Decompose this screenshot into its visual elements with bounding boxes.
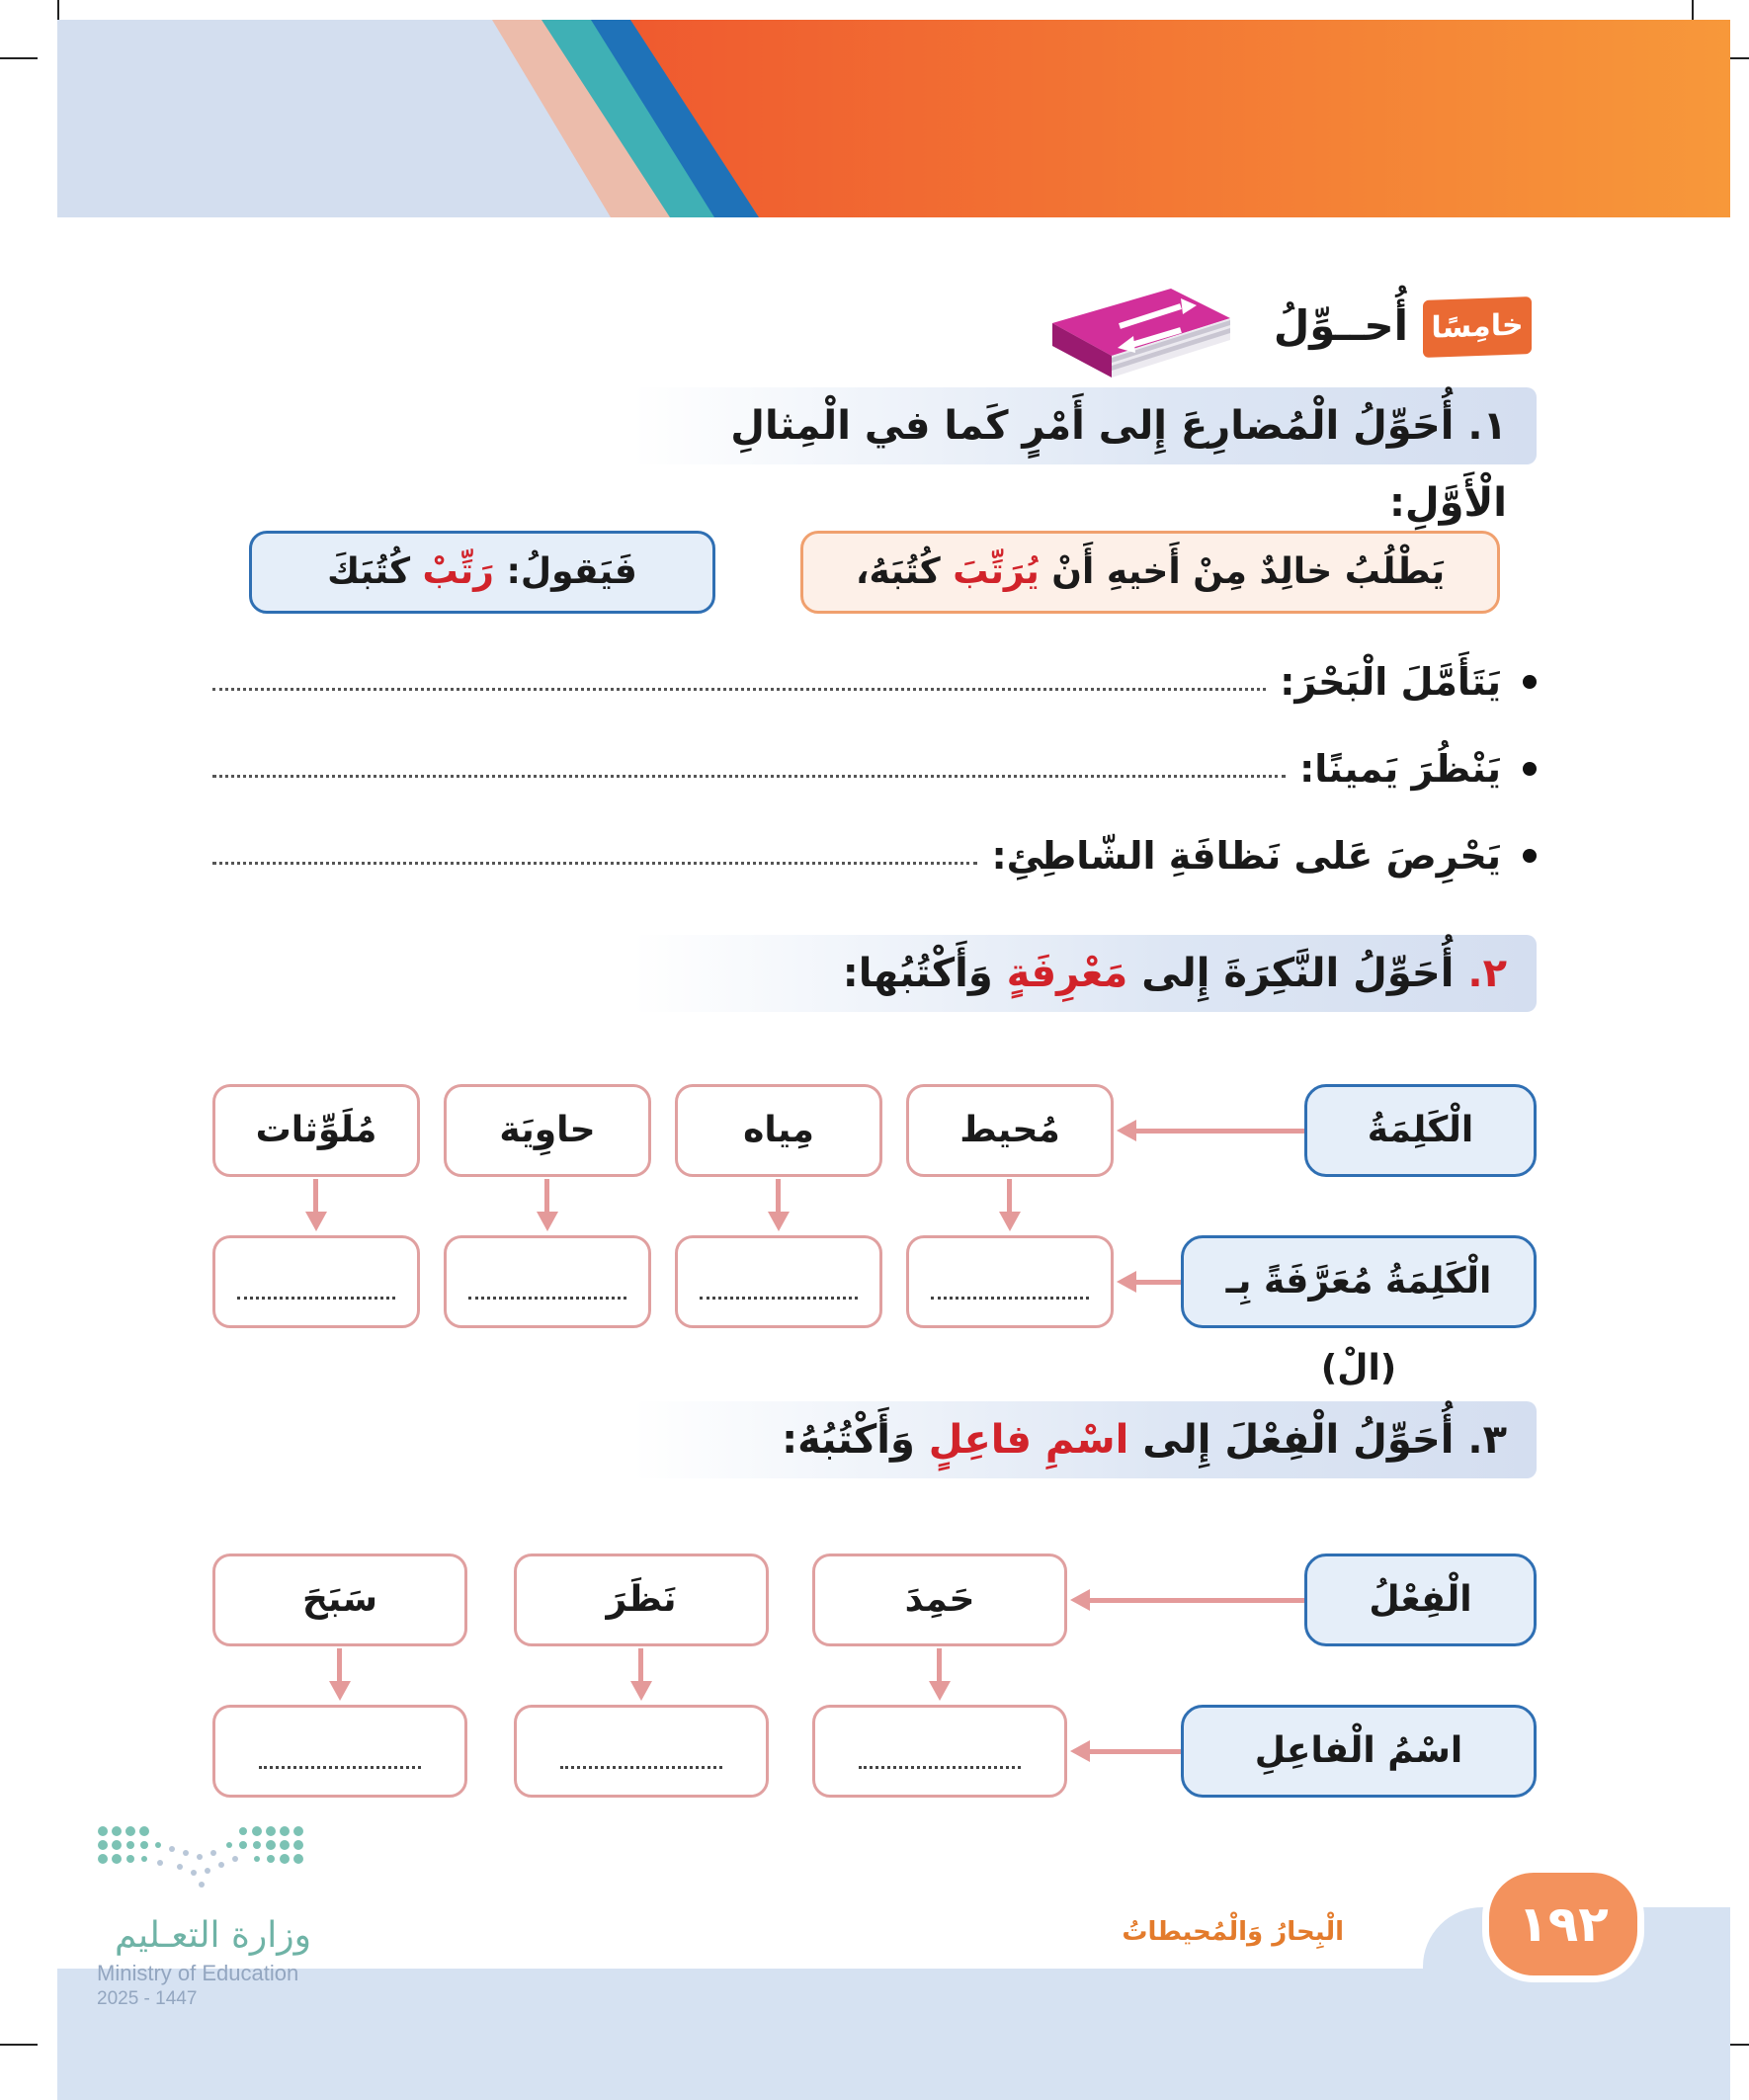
arrow-down-icon <box>929 1681 951 1701</box>
exercise2-answer-box[interactable] <box>906 1235 1114 1328</box>
answer-line[interactable] <box>237 1297 395 1300</box>
page-number: ١٩٢ <box>1482 1866 1644 1982</box>
answer-line[interactable] <box>212 862 977 865</box>
arrow-line <box>1088 1749 1181 1754</box>
answer-line[interactable] <box>259 1766 421 1769</box>
footer-band <box>57 1969 1730 2100</box>
arrow-line <box>1088 1598 1304 1603</box>
example-answer-tail: كُتُبَكَ <box>327 551 423 592</box>
exercise2-highlight: مَعْرِفَةٍ <box>1006 951 1128 996</box>
arrow-down-icon <box>999 1212 1021 1231</box>
arrow-left-icon <box>1117 1120 1136 1141</box>
arrow-line <box>638 1648 643 1682</box>
arrow-line <box>337 1648 342 1682</box>
exercise2-text-tail: وَأَكْتُبُها: <box>842 951 1007 996</box>
exercise3-number: ٣. <box>1467 1417 1507 1463</box>
example-sentence-verb: يُرَتِّبَ <box>953 551 1040 592</box>
arrow-left-icon <box>1070 1589 1090 1611</box>
exercise2-word-label: الْكَلِمَةُ <box>1304 1084 1537 1177</box>
arrow-line <box>313 1179 318 1213</box>
exercise2-answer-box[interactable] <box>444 1235 651 1328</box>
exercise2-answer-box[interactable] <box>675 1235 882 1328</box>
answer-line[interactable] <box>859 1766 1021 1769</box>
arrow-line <box>1134 1129 1304 1134</box>
arrow-down-icon <box>630 1681 652 1701</box>
exercise1-item-text: يَتَأَمَّلَ الْبَحْرَ: <box>1280 660 1501 704</box>
answer-line[interactable] <box>212 775 1286 778</box>
answer-line[interactable] <box>468 1297 626 1300</box>
exercise1-item-text: يَنْظُرَ يَمينًا: <box>1299 747 1501 791</box>
exercise3-instruction <box>632 1401 1537 1478</box>
section-badge: خامِسًا <box>1423 296 1532 358</box>
answer-line[interactable] <box>931 1297 1089 1300</box>
bullet-icon <box>1523 675 1537 689</box>
exercise3-highlight: اسْمِ فاعِلٍ <box>928 1417 1129 1463</box>
exercise3-word: حَمِدَ <box>812 1554 1067 1646</box>
running-title: الْبِحارُ وَالْمُحيطاتُ <box>1122 1917 1344 1947</box>
exercise1-instruction <box>632 387 1537 526</box>
exercise2-definite-label: الْكَلِمَةُ مُعَرَّفَةً بِـ (الْ) <box>1181 1235 1537 1328</box>
exercise3-word: نَظَرَ <box>514 1554 769 1646</box>
exercise2-word: حاوِيَة <box>444 1084 651 1177</box>
crop-mark <box>0 2044 38 2046</box>
arrow-line <box>544 1179 549 1213</box>
arrow-down-icon <box>768 1212 790 1231</box>
section-title: أُحــوِّلُ <box>1273 301 1408 350</box>
answer-line[interactable] <box>560 1766 722 1769</box>
answer-line[interactable] <box>700 1297 858 1300</box>
exercise2-word: مُحيط <box>906 1084 1114 1177</box>
arrow-left-icon <box>1117 1271 1136 1293</box>
exercise1-item-text: يَحْرِصَ عَلى نَظافَةِ الشّاطِئِ: <box>991 834 1501 878</box>
example-answer-verb: رَتِّبْ <box>422 551 494 592</box>
arrow-line <box>1134 1280 1181 1285</box>
arrow-line <box>1007 1179 1012 1213</box>
exercise2-word: مِياه <box>675 1084 882 1177</box>
answer-line[interactable] <box>212 688 1266 691</box>
exercise2-word: مُلَوِّثات <box>212 1084 420 1177</box>
exercise3-text-tail: وَأَكْتُبُهُ: <box>782 1417 929 1463</box>
arrow-line <box>776 1179 781 1213</box>
exercise3-verb-label: الْفِعْلُ <box>1304 1554 1537 1646</box>
exercise3-answer-box[interactable] <box>812 1705 1067 1798</box>
example-answer-box <box>249 531 715 614</box>
book-arrows-icon <box>1042 279 1235 382</box>
exercise3-answer-box[interactable] <box>514 1705 769 1798</box>
exercise3-word: سَبَحَ <box>212 1554 467 1646</box>
ministry-year: 2025 - 1447 <box>97 1988 198 2009</box>
exercise1-text: أُحَوِّلُ الْمُضارِعَ إِلى أَمْرٍ كَما في الْمِثالِ الْأَوَّلِ: <box>730 403 1507 526</box>
example-sentence-box <box>800 531 1500 614</box>
exercise2-text: أُحَوِّلُ النَّكِرَةَ إِلى <box>1127 951 1455 996</box>
arrow-down-icon <box>537 1212 558 1231</box>
example-sentence-tail: كُتُبَهُ، <box>855 551 954 592</box>
exercise1-number: ١. <box>1467 403 1507 449</box>
exercise2-instruction <box>632 935 1537 1012</box>
top-banner <box>57 20 1730 217</box>
exercise3-participle-label: اسْمُ الْفاعِلِ <box>1181 1705 1537 1798</box>
exercise2-number: ٢. <box>1467 951 1507 996</box>
exercise3-text: أُحَوِّلُ الْفِعْلَ إِلى <box>1128 1417 1455 1463</box>
arrow-line <box>937 1648 942 1682</box>
crop-mark <box>0 57 38 59</box>
ministry-logo-icon <box>95 1823 312 1892</box>
arrow-down-icon <box>329 1681 351 1701</box>
bullet-icon <box>1523 849 1537 863</box>
bullet-icon <box>1523 762 1537 776</box>
exercise1-item <box>212 652 1537 712</box>
example-sentence-text: يَطْلُبُ خالِدٌ مِنْ أَخيهِ أَنْ <box>1039 551 1446 592</box>
arrow-down-icon <box>305 1212 327 1231</box>
exercise1-item <box>212 739 1537 798</box>
exercise1-item <box>212 826 1537 885</box>
arrow-left-icon <box>1070 1740 1090 1762</box>
ministry-name-ar: وزارة التعـليم <box>115 1915 311 1956</box>
ministry-name-en: Ministry of Education <box>97 1961 299 1985</box>
example-answer-text: فَيَقولُ: <box>493 551 637 592</box>
exercise2-answer-box[interactable] <box>212 1235 420 1328</box>
exercise3-answer-box[interactable] <box>212 1705 467 1798</box>
